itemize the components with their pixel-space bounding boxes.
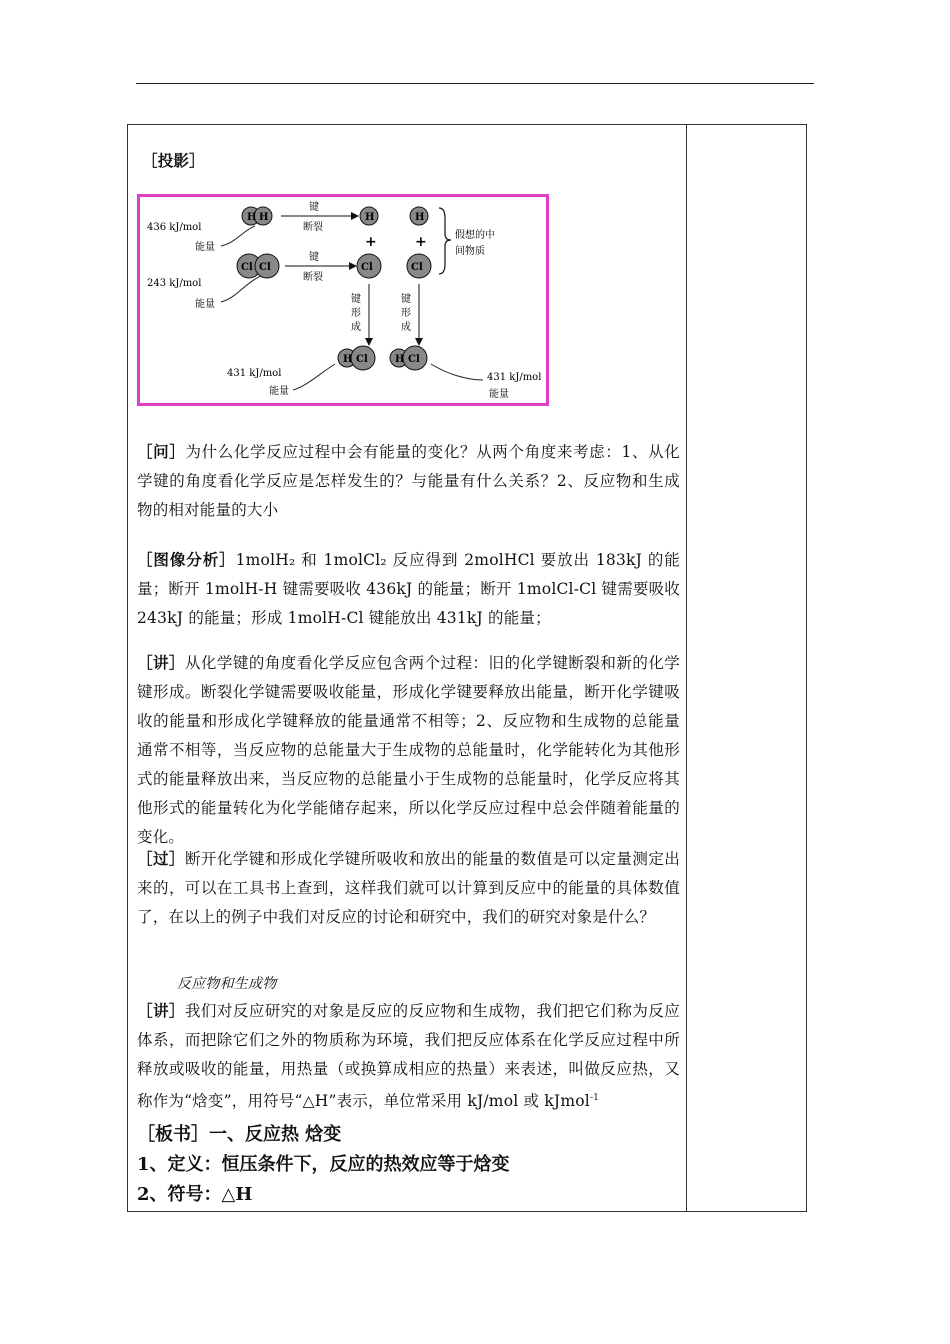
column-divider: [686, 124, 687, 1212]
hcl-molecule-2: [390, 346, 427, 370]
bond-break-label-1: 键: [309, 202, 319, 213]
projection-label: ［投影］: [142, 151, 205, 170]
lecture2-text: 我们对反应研究的对象是反应的反应物和生成物，我们把它们称为反应体系，而把除它们之外的物质称为环境，我们把反应体系在化学反应过程中所释放或吸收的能量，用热量（或换算成相应的热量）来表述，叫做反应热，又称作为“焓变”，用符号“△H”表示，单位常采用 kJ/mol 或 kJmol: [137, 1002, 680, 1111]
lecture1-block: [137, 648, 680, 852]
svg-text:形: 形: [351, 308, 361, 319]
transition-text: 断开化学键和形成化学键所吸收和放出的能量的数值是可以定量测定出来的，可以在工具书上查到，这样我们就可以计算到反应中的能量的具体数值了，在以上的例子中我们对反应的讨论和研究中，我们的研究对象是什么？: [137, 850, 680, 926]
hypothetical-label-1: 假想的中: [455, 230, 495, 241]
answer-text: 反应物和生成物: [177, 976, 277, 992]
h2-molecule: [242, 207, 272, 225]
transition-block: [137, 844, 680, 932]
bottom-right-label: 能量: [489, 389, 509, 400]
hcl-molecule-1: [338, 346, 375, 370]
bottom-left-label: 能量: [269, 386, 289, 397]
svg-text:Cl: Cl: [411, 262, 423, 273]
board-block: [137, 1120, 680, 1210]
svg-text:H: H: [395, 354, 405, 365]
left-energy-label-2: 能量: [195, 299, 215, 310]
board-line-1: ［板书］一、反应热 焓变: [137, 1124, 342, 1145]
svg-text:H: H: [365, 212, 375, 223]
board-line-3: 2、符号：△H: [137, 1184, 253, 1205]
svg-text:H: H: [247, 212, 257, 223]
bottom-left-energy: 431 kJ/mol: [227, 368, 282, 379]
lecture2-sup: -1: [589, 1093, 600, 1103]
question-tag: ［问］: [137, 442, 186, 461]
cl2-molecule: [237, 254, 279, 278]
bond-break-label-1b: 断裂: [303, 222, 323, 233]
diagram-svg: [137, 194, 549, 406]
svg-text:成: 成: [401, 322, 411, 333]
lecture2-tag: ［讲］: [137, 1001, 185, 1020]
left-energy-1: 436 kJ/mol: [147, 222, 202, 233]
lecture1-tag: ［讲］: [137, 653, 185, 672]
svg-text:Cl: Cl: [259, 262, 271, 273]
svg-text:H: H: [259, 212, 269, 223]
bond-break-label-2b: 断裂: [303, 272, 323, 283]
question-text: 为什么化学反应过程中会有能量的变化？从两个角度来考虑：1、从化学键的角度看化学反应是怎样发生的？与能量有什么关系？2、反应物和生成物的相对能量的大小: [137, 443, 680, 519]
svg-text:键: 键: [401, 294, 411, 305]
svg-text:Cl: Cl: [361, 262, 373, 273]
analysis-block: [137, 545, 680, 633]
svg-text:H: H: [343, 354, 353, 365]
bond-energy-diagram: [137, 194, 549, 406]
svg-text:键: 键: [351, 294, 361, 305]
transition-tag: ［过］: [137, 849, 185, 868]
board-line-2: 1、定义：恒压条件下，反应的热效应等于焓变: [137, 1154, 510, 1175]
header-rule: [136, 83, 814, 84]
bond-break-label-2: 键: [309, 252, 319, 263]
left-energy-2: 243 kJ/mol: [147, 278, 202, 289]
plus-1: +: [365, 234, 377, 250]
lecture1-text: 从化学键的角度看化学反应包含两个过程：旧的化学键断裂和新的化学键形成。断裂化学键需要吸收能量，形成化学键要释放出能量，断开化学键吸收的能量和形成化学键释放的能量通常不相等；2、反应物和生成物的总能量通常不相等，当反应物的总能量大于生成物的总能量时，化学能转化为其他形式的能量释放出来，当反应物的总能量小于生成物的总能量时，化学反应将其他形式的能量转化为化学能储存起来，所以化学反应过程中总会伴随着能量的变化。: [137, 654, 680, 846]
lecture2-block: [137, 996, 680, 1116]
left-energy-label-1: 能量: [195, 242, 215, 253]
hypothetical-label-2: 间物质: [455, 246, 485, 257]
analysis-tag: ［图像分析］: [137, 550, 236, 569]
svg-text:H: H: [415, 212, 425, 223]
svg-text:成: 成: [351, 322, 361, 333]
svg-text:Cl: Cl: [356, 354, 368, 365]
svg-text:形: 形: [401, 308, 411, 319]
plus-2: +: [415, 234, 427, 250]
analysis-text: 1molH₂ 和 1molCl₂ 反应得到 2molHCl 要放出 183kJ 的能量；断开 1molH-H 键需要吸收 436kJ 的能量；断开 1molCl-Cl 键需要吸收 243kJ 的能量；形成 1molH-Cl 键能放出 431kJ 的能量；: [137, 551, 680, 627]
question-block: [137, 437, 680, 525]
svg-text:Cl: Cl: [408, 354, 420, 365]
svg-text:Cl: Cl: [241, 262, 253, 273]
bottom-right-energy: 431 kJ/mol: [487, 372, 542, 383]
